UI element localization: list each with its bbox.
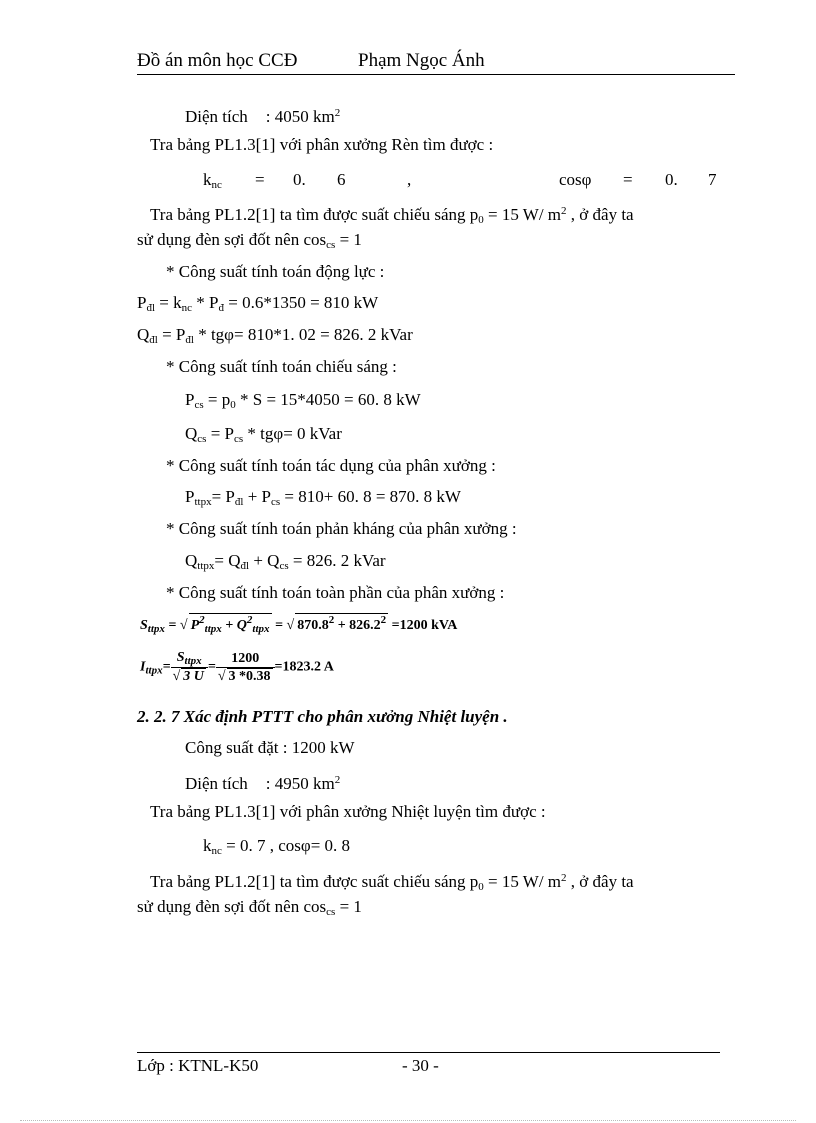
header-title: Đồ án môn học CCĐ <box>137 50 298 71</box>
p-cs-line: $P_{cs} = p_0 * S = 15*4050 = 60$. 8 kW <box>185 390 421 411</box>
footer-page-number: - 30 - <box>402 1056 439 1075</box>
page-header <box>137 50 735 75</box>
document-page: Đồ án môn học CCĐ Phạm Ngọc Ánh Diện tích : 4050 $km^2$ Tra bảng PL1.3[1] với phân xưởng Rèn tìm được : $k_{nc}$ = 0. 6 , cosφ = 0. 7 Tra bảng PL1.2[1] ta tìm được suất chiếu sáng $p_0 = 15$ W/ $m^2$ , ở đây ta sử dụng đèn sợi đốt nên $\cos_{cs} = 1$ * Công suất tính toán động lực : $P_{đl} = k_{nc} * P_đ = 0.6*1350 = 810$ kW $Q_{đl} = P_{đl} * tg\varphi= 810*1$. 02 = 826. 2 kVar * Công suất tính toán chiếu sáng : $P_{cs} = p_0 * S = 15*4050 = 60$. 8 kW $Q_{cs} = P_{cs} * tg\varphi= 0$ kVar * Công suất tính toán tác dụng của phân xưởng : $P_{ttpx}= P_{đl} + P_{cs} = 810+ 60$. 8 = 870. 8 kW * Công suất tính toán phản kháng của phân xưởng : $Q_{ttpx}= Q_{đl} + Q_{cs} = 826$. 2 kVar * Công suất tính toán toàn phần của phân xưởng : $S_{ttpx}$ = √ $P^2_{ttpx} + Q^2_{ttpx}$ = √ 870.8$^2$ + 826.2$^2$ =1200 kVA $I_{ttpx}=$ $\frac{S_{ttpx}}{√ 3 U}$ = $\frac{1200}{√ 3 *0.38}$ =1823.2 A 2. 2. 7 Xác định PTTT cho phân xưởng Nhiệt luyện . Công suất đặt : 1200 kW Diện tích : 4950 $km^2$ Tra bảng PL1.3[1] với phân xưởng Nhiệt luyện tìm được : $k_{nc} = 0$. 7 , cosφ= 0. 8 Tra bảng PL1.2[1] ta tìm được suất chiếu sáng $p_0 = 15$ W/ $m^2$ , ở đây ta sử dụng đèn sợi đốt nên $\cos_{cs} = 1$ Lớp : KTNL-K50 - 30 - <box>0 0 816 1123</box>
heading-power: * Công suất tính toán động lực : <box>166 262 385 281</box>
formula-s-ttpx: $S_{ttpx}$ = √ $P^2_{ttpx} + Q^2_{ttpx}$ = √ 870.8$^2$ + 826.2$^2$ =1200 kVA <box>140 614 458 635</box>
heading-active: * Công suất tính toán tác dụng của phân xưởng : <box>166 456 496 475</box>
area2-line: Diện tích : 4950 $km^2$ <box>185 774 341 793</box>
light-line-1: Tra bảng PL1.2[1] ta tìm được suất chiếu sáng $p_0 = 15$ W/ $m^2$ , ở đây ta <box>150 205 634 226</box>
page-edge <box>20 1120 796 1121</box>
heading-light: * Công suất tính toán chiếu sáng : <box>166 357 397 376</box>
formula-i-ttpx: $I_{ttpx}=$ $\frac{S_{ttpx}}{√ 3 U}$ = $\frac{1200}{√ 3 *0.38}$ =1823.2 A <box>140 650 334 684</box>
heading-total: * Công suất tính toán toàn phần của phân xưởng : <box>166 583 505 602</box>
light-line-2: sử dụng đèn sợi đốt nên $\cos_{cs} = 1$ <box>137 230 362 251</box>
heading-reactive: * Công suất tính toán phản kháng của phân xưởng : <box>166 519 517 538</box>
knc2-line: $k_{nc} = 0$. 7 , cosφ= 0. 8 <box>203 836 351 857</box>
q-cs-line: $Q_{cs} = P_{cs} * tg\varphi= 0$ kVar <box>185 424 342 445</box>
header-author: Phạm Ngọc Ánh <box>358 50 485 71</box>
lookup-forge-line: Tra bảng PL1.3[1] với phân xưởng Rèn tìm được : <box>150 135 494 154</box>
q-ttpx-line: $Q_{ttpx}= Q_{đl} + Q_{cs} = 826$. 2 kVar <box>185 551 386 572</box>
footer-rule <box>137 1052 720 1053</box>
lookup-heat-line: Tra bảng PL1.3[1] với phân xưởng Nhiệt luyện tìm được : <box>150 802 546 821</box>
p-ttpx-line: $P_{ttpx}= P_{đl} + P_{cs} = 810+ 60$. 8 = 870. 8 kW <box>185 487 461 508</box>
p-dl-line: $P_{đl} = k_{nc} * P_đ = 0.6*1350 = 810$ kW <box>137 293 379 314</box>
section-heading: 2. 2. 7 Xác định PTTT cho phân xưởng Nhiệt luyện . <box>137 707 508 726</box>
area-line: Diện tích : 4050 $km^2$ <box>185 107 341 126</box>
footer-class: Lớp : KTNL-K50 <box>137 1056 259 1075</box>
q-dl-line: $Q_{đl} = P_{đl} * tg\varphi= 810*1$. 02 = 826. 2 kVar <box>137 325 413 346</box>
light2-line-2: sử dụng đèn sợi đốt nên $\cos_{cs} = 1$ <box>137 897 362 918</box>
rated-power-line: Công suất đặt : 1200 kW <box>185 738 355 757</box>
light2-line-1: Tra bảng PL1.2[1] ta tìm được suất chiếu sáng $p_0 = 15$ W/ $m^2$ , ở đây ta <box>150 872 634 893</box>
